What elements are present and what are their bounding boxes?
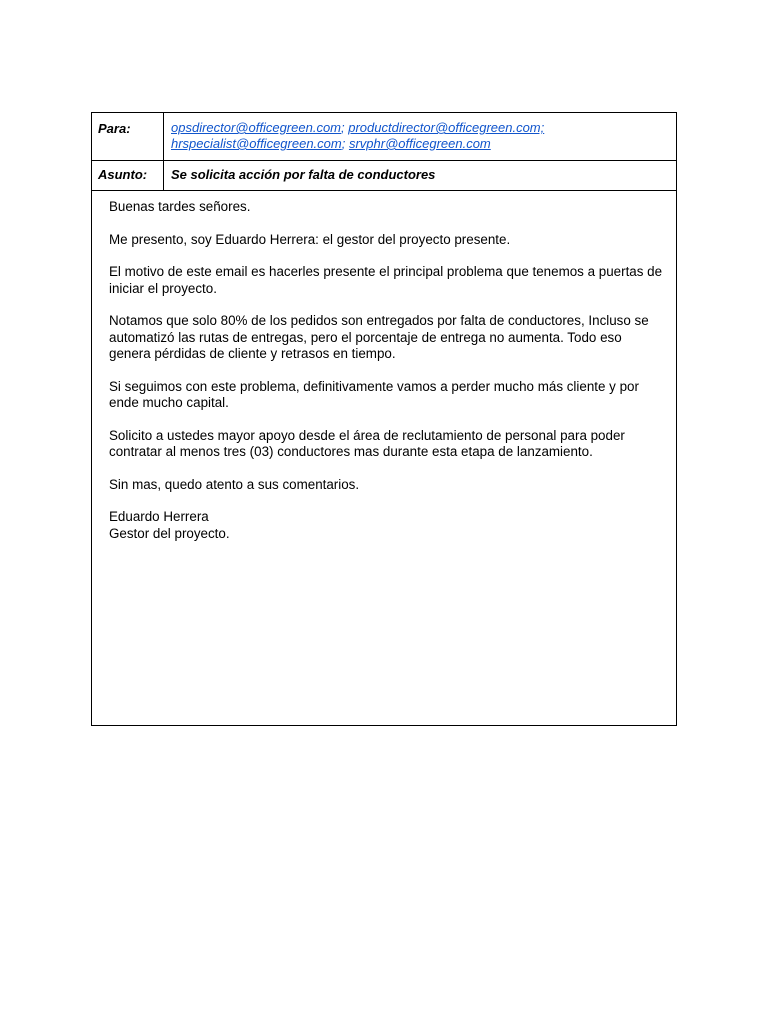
recipients-line-1 [171,120,676,136]
body-paragraph: Me presento, soy Eduardo Herrera: el gestor del proyecto presente. [109,231,511,247]
recipient-link[interactable]: productdirector@officegreen.com; [348,120,545,135]
recipient-link[interactable]: srvphr@officegreen.com [348,136,491,151]
recipients-field[interactable] [164,113,676,160]
to-label: Para: [92,113,164,160]
subject-row [92,161,676,191]
body-paragraph: Notamos que solo 80% de los pedidos son entregados por falta de conductores, Incluso se automatizó las rutas de entregas, pero el porcentaje de entrega no aumenta. Todo eso genera pérdidas de cliente y retrasos en tiempo. [109,313,649,361]
recipient-link[interactable]: hrspecialist@officegreen.com [171,136,342,151]
subject-label: Asunto: [92,161,164,190]
signature-title: Gestor del proyecto. [109,525,230,541]
recipient-separator: ; [341,120,349,135]
body-paragraph: Si seguimos con este problema, definitivamente vamos a perder mucho más cliente y por ende mucho capital. [109,378,639,410]
body-closing: Sin mas, quedo atento a sus comentarios. [109,476,360,492]
subject-field[interactable]: Se solicita acción por falta de conductores [171,167,436,182]
body-paragraph: El motivo de este email es hacerles presente el principal problema que tenemos a puertas de iniciar el proyecto. [109,264,663,296]
email-form [91,112,677,726]
signature [109,509,666,542]
signature-name: Eduardo Herrera [109,509,209,524]
body-greeting: Buenas tardes señores. [109,199,251,214]
email-body[interactable] [92,191,676,542]
body-paragraph: Solicito a ustedes mayor apoyo desde el área de reclutamiento de personal para poder contratar al menos tres (03) conductores mas durante esta etapa de lanzamiento. [109,427,625,459]
recipients-line-2 [171,136,676,152]
recipient-link[interactable]: opsdirector@officegreen.com [171,120,341,135]
to-row [92,113,676,161]
recipient-separator: ; [341,136,349,151]
